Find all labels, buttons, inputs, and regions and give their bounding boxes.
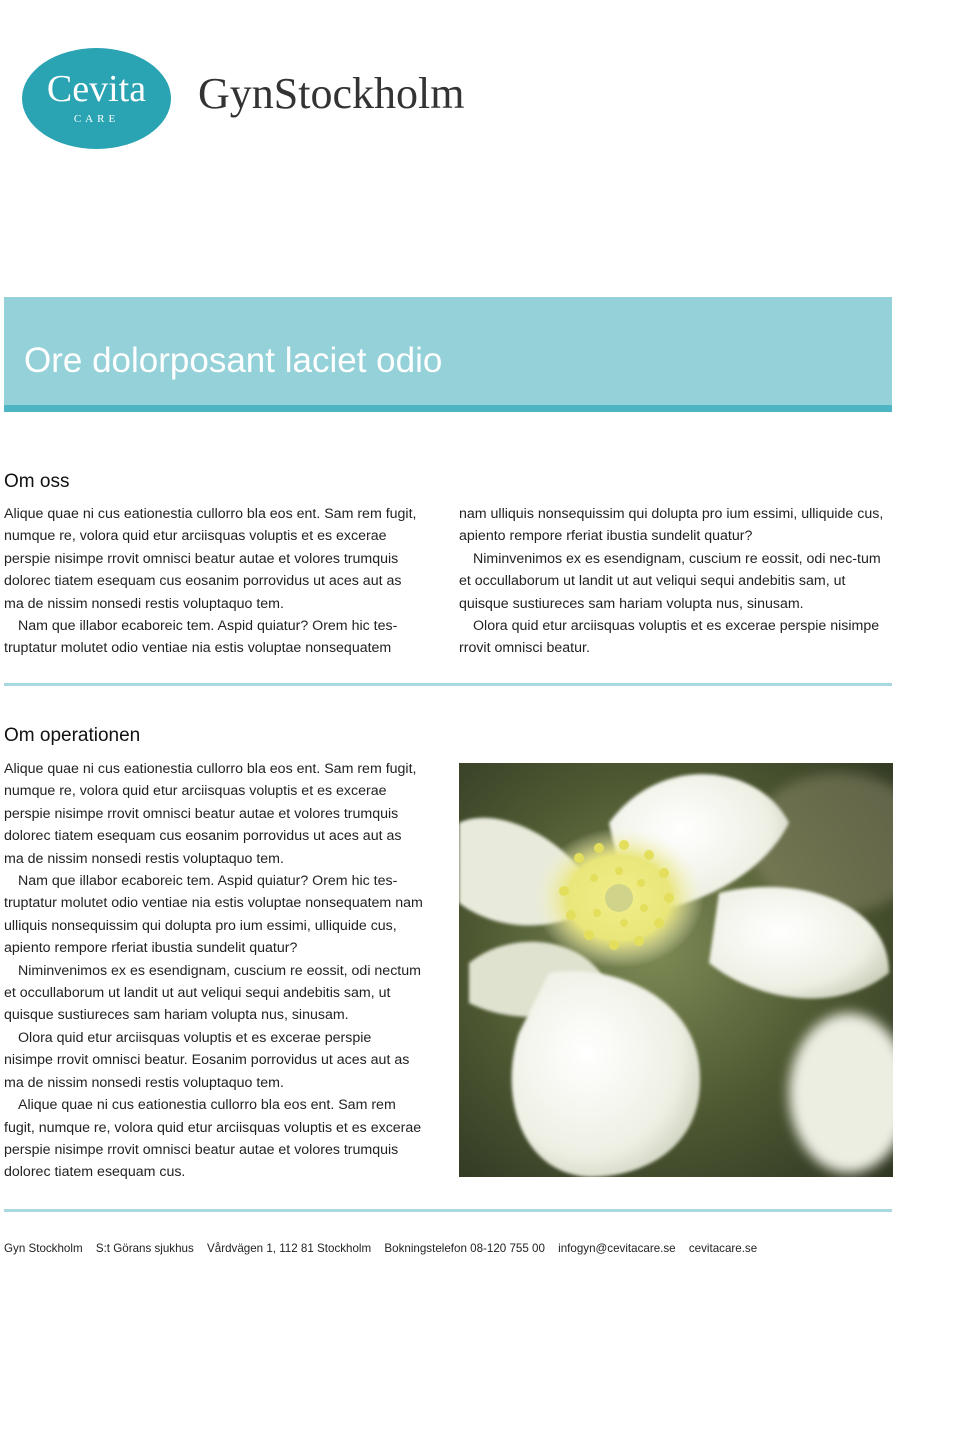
- logo-subtitle: CARE: [73, 113, 120, 125]
- cevita-care-logo: [22, 48, 171, 149]
- section-heading-om-operationen: Om operationen: [4, 725, 141, 746]
- page-title: Ore dolorposant laciet odio: [24, 341, 443, 380]
- flower-photo: [459, 763, 893, 1177]
- paragraph: Olora quid etur arciisquas voluptis et es excerae perspie nisimpe rrovit omnisci beatur.: [459, 618, 880, 657]
- footer-hospital: S:t Görans sjukhus: [95, 1242, 194, 1255]
- footer-email[interactable]: infogyn@cevitacare.se: [558, 1242, 676, 1255]
- paragraph: Niminvenimos ex es esendignam, cuscium re eossit, odi nectum et occullaborum ut landit ut aut veliqui sequi andebitis sam, ut quisque sustiureces sam hariam volupta nus, sinusam.: [4, 962, 421, 1024]
- footer-website[interactable]: cevitacare.se: [688, 1242, 758, 1255]
- paragraph: Nam que illabor ecaboreic tem. Aspid quiatur? Orem hic tes-truptatur molutet odio ventiae nia estis voluptae nonsequatem: [4, 618, 398, 657]
- logo-wordmark: Cevita: [46, 68, 147, 110]
- paragraph: Alique quae ni cus eationestia cullorro bla eos ent. Sam rem fugit, numque re, volora quid etur arciisquas voluptis et es excerae perspie nisimpe rrovit omnisci beatur autae et volores trumquis dolorec tiatem esequam cus eosanim porrovidus ut aces aut as ma de nissim nonsedi restis voluptaquo tem.: [4, 761, 417, 867]
- title-banner: [4, 297, 892, 412]
- brand-name: GynStockholm: [198, 69, 465, 118]
- footer-contact: [4, 1243, 767, 1255]
- section-heading-om-oss: Om oss: [4, 471, 70, 492]
- paragraph: Niminvenimos ex es esendignam, cuscium re eossit, odi nec-tum et occullaborum ut landit ut aut veliqui sequi andebitis sam, ut quisque sustiureces sam hariam volupta nus, sinusam.: [459, 550, 881, 612]
- paragraph: Nam que illabor ecaboreic tem. Aspid quiatur? Orem hic tes-truptatur molutet odio ventiae nia estis voluptae nonsequatem nam ulliquis nonsequissim qui dolupta pro ium essimi, ulliquide cus, apiento rempore rferiat ibustia sundelit quatur?: [4, 873, 423, 957]
- footer-name: Gyn Stockholm: [4, 1242, 83, 1255]
- section2-text-column: [4, 758, 424, 1184]
- paragraph: Alique quae ni cus eationestia cullorro bla eos ent. Sam rem fugit, numque re, volora quid etur arciisquas voluptis et es excerae perspie nisimpe rrovit omnisci beatur autae et volores trumquis dolorec tiatem esequam cus eosanim porrovidus ut aces aut as ma de nissim nonsedi restis voluptaquo tem.: [4, 506, 417, 612]
- section1-left-column: [4, 503, 424, 660]
- footer-divider: [4, 1209, 892, 1212]
- section-divider: [4, 683, 892, 686]
- paragraph: Olora quid etur arciisquas voluptis et es excerae perspie nisimpe rrovit omnisci beatur. Eosanim porrovidus ut aces aut as ma de nissim nonsedi restis voluptaquo tem.: [4, 1029, 410, 1091]
- section1-right-column: [459, 503, 889, 660]
- paragraph: nam ulliquis nonsequissim qui dolupta pro ium essimi, ulliquide cus, apiento rempore rferiat ibustia sundelit quatur?: [459, 506, 884, 545]
- footer-phone: Bokningstelefon 08-120 755 00: [384, 1242, 545, 1255]
- paragraph: Alique quae ni cus eationestia cullorro bla eos ent. Sam rem fugit, numque re, volora quid etur arciisquas voluptis et es excerae perspie nisimpe rrovit omnisci beatur autae et volores trumquis dolorec tiatem esequam cus.: [4, 1097, 422, 1181]
- footer-address: Vårdvägen 1, 112 81 Stockholm: [207, 1242, 372, 1255]
